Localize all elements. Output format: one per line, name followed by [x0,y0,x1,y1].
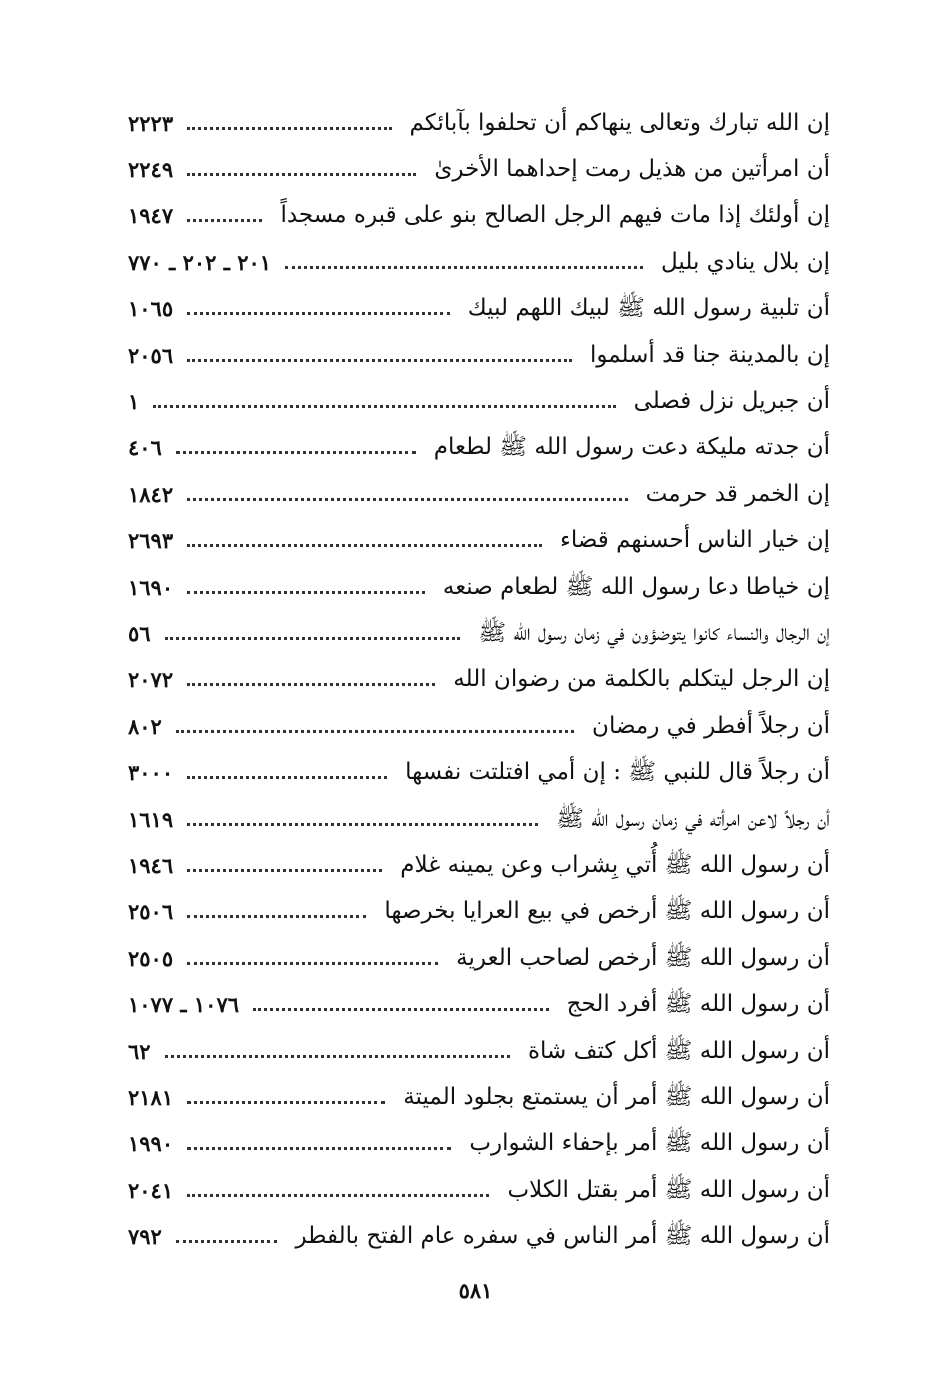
dot-leader [187,1194,489,1197]
entry-ref: ١٨٤٢ [128,481,174,507]
page-number: ٥٨١ [458,1278,493,1303]
entry-ref: ٢٠١ ـ ٢٠٢ ـ ٧٧٠ [128,249,272,275]
entry-text: أن رجلاً أفطر في رمضان [592,712,830,739]
entry-ref: ٣٠٠٠ [128,760,174,786]
entry-text: أن جبريل نزل فصلى [633,388,830,415]
entry-text: أن رسول الله ﷺ أمر الناس في سفره عام الفتح بالفطر [295,1223,830,1250]
dot-leader [187,915,366,918]
dot-leader [176,1240,278,1243]
entry-ref: ٢٥٠٥ [128,945,174,971]
index-entry [128,564,830,610]
dot-leader [187,544,542,547]
entry-text: إن أولئك إذا مات فيهم الرجل الصالح بنو على قبره مسجداً [280,202,830,229]
dot-leader [187,1101,385,1104]
entry-text: إن بالمدينة جنا قد أسلموا [589,341,830,368]
entry-ref: ٢١٨١ [128,1084,174,1110]
entry-ref: ١٩٩٠ [128,1131,174,1157]
dot-leader [176,730,574,733]
index-entry [128,703,830,749]
entry-text: أن امرأتين من هذيل رمت إحداهما الأخرىٰ [434,156,830,183]
dot-leader [187,359,572,362]
index-entry [128,1028,830,1074]
entry-text: إن الرجل ليتكلم بالكلمة من رضوان الله [453,666,830,693]
index-entry [128,378,830,424]
index-entry [128,1121,830,1167]
index-entry [128,1167,830,1213]
dot-leader [165,1055,510,1058]
index-entry [128,518,830,564]
dot-leader [187,591,425,594]
index-entry [128,1074,830,1120]
entry-ref: ٦٢ [128,1038,151,1064]
entry-text: أن رسول الله ﷺ أرخص في بيع العرايا بخرصها [384,898,830,925]
index-entry [128,610,830,656]
dot-leader [187,683,435,686]
dot-leader [187,219,262,222]
entry-ref: ٢٠٤١ [128,1177,174,1203]
entry-text: إن الرجال والنساء كانوا يتوضؤون في زمان رسول الله ﷺ [478,619,830,646]
entry-ref: ١ [128,389,140,415]
index-entry [128,193,830,239]
entry-ref: ١٦١٩ [128,806,174,832]
index-entry [128,842,830,888]
dot-leader [153,405,615,408]
index-entry [128,981,830,1027]
entry-text: أن تلبية رسول الله ﷺ لبيك اللهم لبيك [467,295,830,322]
entry-text: أن رسول الله ﷺ أمر بإحفاء الشوارب [469,1130,830,1157]
entry-text: أن رسول الله ﷺ أرخص لصاحب العرية [456,944,830,971]
index-entry [128,471,830,517]
entry-text: أن رسول الله ﷺ أُتي بِشراب وعن يمينه غلام [400,851,830,878]
dot-leader [187,776,387,779]
dot-leader [187,962,438,965]
entry-text: أن جدته مليكة دعت رسول الله ﷺ لطعام [433,434,830,461]
index-entry [128,657,830,703]
index-entry [128,749,830,795]
entry-ref: ٢٠٥٦ [128,342,174,368]
entry-text: إن خياطا دعا رسول الله ﷺ لطعام صنعه [442,573,830,600]
index-entry [128,239,830,285]
entry-text: أن رسول الله ﷺ أكل كتف شاة [527,1037,830,1064]
dot-leader [187,1147,451,1150]
entry-text: أن رجلاً قال للنبي ﷺ : إن أمي افتلتت نفسها [405,759,830,786]
dot-leader [187,869,382,872]
entry-ref: ١٩٤٦ [128,852,174,878]
entry-text: أن رجلاً لاعن امرأته في زمان رسول الله ﷺ [556,805,830,832]
hadith-index-list [128,100,830,1260]
dot-leader [187,823,538,826]
entry-text: إن الله تبارك وتعالى ينهاكم أن تحلفوا بآبائكم [409,109,830,136]
entry-ref: ٢٦٩٣ [128,528,174,554]
entry-ref: ٢٥٠٦ [128,899,174,925]
dot-leader [285,266,643,269]
index-entry [128,796,830,842]
index-entry [128,425,830,471]
entry-ref: ٢٢٢٣ [128,110,174,136]
dot-leader [187,127,391,130]
entry-ref: ٧٩٢ [128,1224,162,1250]
entry-ref: ٤٠٦ [128,435,162,461]
entry-ref: ٢٠٧٢ [128,667,174,693]
index-entry [128,889,830,935]
index-entry [128,935,830,981]
entry-ref: ١٦٩٠ [128,574,174,600]
entry-ref: ١٩٤٧ [128,203,174,229]
index-entry [128,146,830,192]
entry-ref: ١٠٧٦ ـ ١٠٧٧ [128,992,240,1018]
index-entry [128,100,830,146]
entry-ref: ١٠٦٥ [128,296,174,322]
entry-ref: ٥٦ [128,620,151,646]
index-entry [128,286,830,332]
dot-leader [187,498,628,501]
entry-text: أن رسول الله ﷺ أفرد الحج [566,991,830,1018]
index-entry [128,1213,830,1259]
entry-text: أن رسول الله ﷺ أمر أن يستمتع بجلود الميتة [403,1083,830,1110]
dot-leader [176,451,416,454]
entry-text: إن بلال ينادي بليل [660,248,830,275]
entry-ref: ٢٢٤٩ [128,157,174,183]
dot-leader [187,173,416,176]
entry-text: إن الخمر قد حرمت [645,480,830,507]
index-entry [128,332,830,378]
entry-text: إن خيار الناس أحسنهم قضاء [560,527,830,554]
entry-text: أن رسول الله ﷺ أمر بقتل الكلاب [507,1176,830,1203]
entry-ref: ٨٠٢ [128,713,162,739]
dot-leader [165,637,461,640]
dot-leader [253,1008,549,1011]
dot-leader [187,312,450,315]
